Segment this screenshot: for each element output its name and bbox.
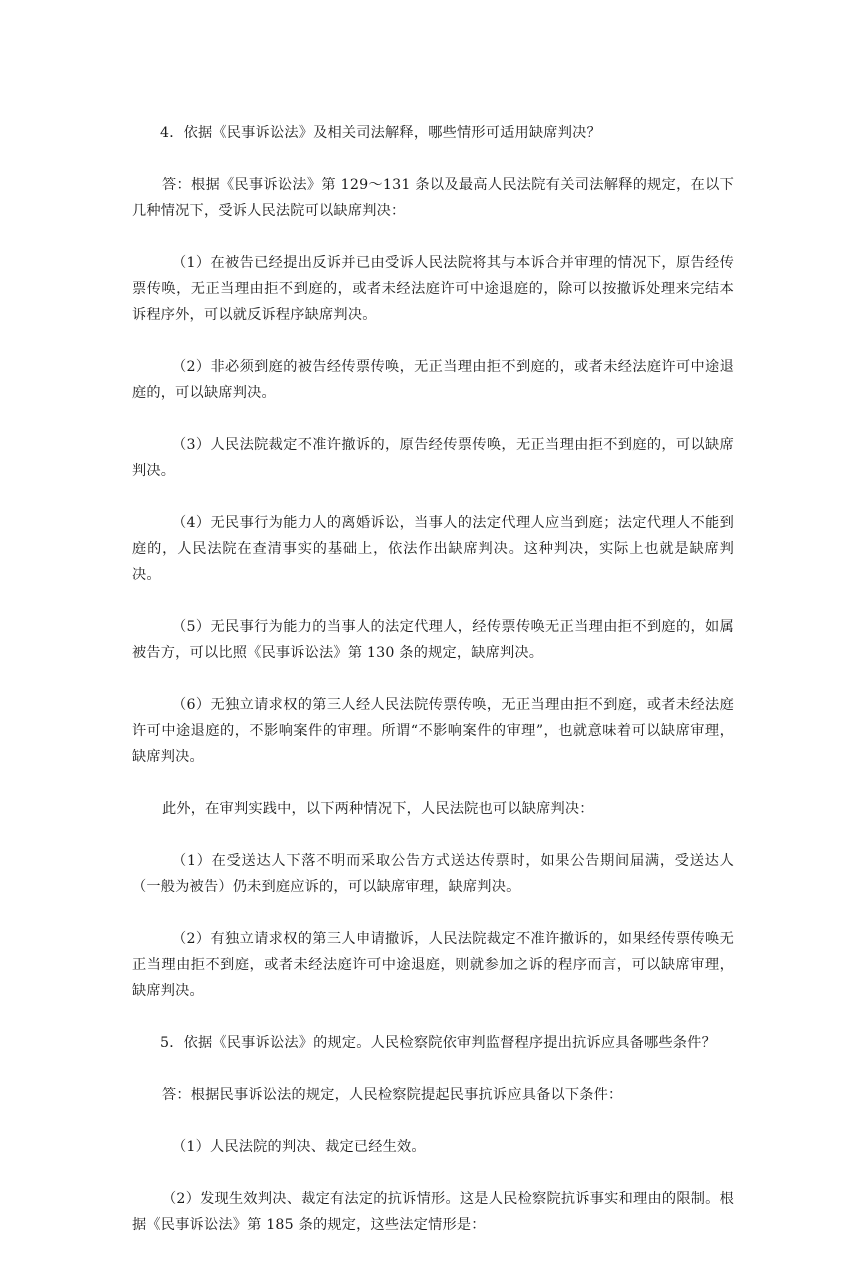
practice-item-2: （2）有独立请求权的第三人申请撤诉，人民法院裁定不准许撤诉的，如果经传票传唤无正当理由拒不到庭，或者未经法庭许可中途退庭，则就参加之诉的程序而言，可以缺席审理，缺席判决。 [132, 931, 734, 999]
answer-4-item-5: （5）无民事行为能力的当事人的法定代理人，经传票传唤无正当理由拒不到庭的，如属被告方，可以比照《民事诉讼法》第 130 条的规定，缺席判决。 [132, 619, 734, 661]
question-4: 4．依据《民事诉讼法》及相关司法解释，哪些情形可适用缺席判决？ [160, 125, 601, 141]
answer-4-item-3: （3）人民法院裁定不准许撤诉的，原告经传票传唤，无正当理由拒不到庭的，可以缺席判决。 [132, 437, 734, 479]
answer-4-item-4: （4）无民事行为能力人的离婚诉讼，当事人的法定代理人应当到庭；法定代理人不能到庭的，人民法院在查清事实的基础上，依法作出缺席判决。这种判决，实际上也就是缺席判决。 [132, 515, 734, 583]
answer-4-intro: 答：根据《民事诉讼法》第 129～131 条以及最高人民法院有关司法解释的规定，在以下几种情况下，受诉人民法院可以缺席判决： [132, 177, 734, 219]
question-5: 5．依据《民事诉讼法》的规定。人民检察院依审判监督程序提出抗诉应具备哪些条件？ [160, 1035, 716, 1051]
answer-4-item-2: （2）非必须到庭的被告经传票传唤，无正当理由拒不到庭的，或者未经法庭许可中途退庭的，可以缺席判决。 [132, 359, 734, 401]
answer-5-item-1: （1）人民法院的判决、裁定已经生效。 [172, 1139, 426, 1155]
practice-item-1: （1）在受送达人下落不明而采取公告方式送达传票时，如果公告期间届满，受送达人（一般为被告）仍未到庭应诉的，可以缺席审理，缺席判决。 [132, 853, 734, 895]
answer-5-intro: 答：根据民事诉讼法的规定，人民检察院提起民事抗诉应具备以下条件： [162, 1087, 623, 1103]
practice-intro: 此外，在审判实践中，以下两种情况下，人民法院也可以缺席判决： [162, 801, 594, 817]
answer-5-item-2: （2）发现生效判决、裁定有法定的抗诉情形。这是人民检察院抗诉事实和理由的限制。根据《民事诉讼法》第 185 条的规定，这些法定情形是： [132, 1191, 734, 1233]
document-body [132, 120, 734, 1264]
answer-4-item-1: （1）在被告已经提出反诉并已由受诉人民法院将其与本诉合并审理的情况下，原告经传票传唤，无正当理由拒不到庭的，或者未经法庭许可中途退庭的，除可以按撤诉处理来完结本诉程序外，可以就反诉程序缺席判决。 [132, 255, 734, 323]
answer-4-item-6: （6）无独立请求权的第三人经人民法院传票传唤，无正当理由拒不到庭，或者未经法庭许可中途退庭的，不影响案件的审理。所谓“不影响案件的审理”，也就意味着可以缺席审理，缺席判决。 [132, 697, 734, 765]
